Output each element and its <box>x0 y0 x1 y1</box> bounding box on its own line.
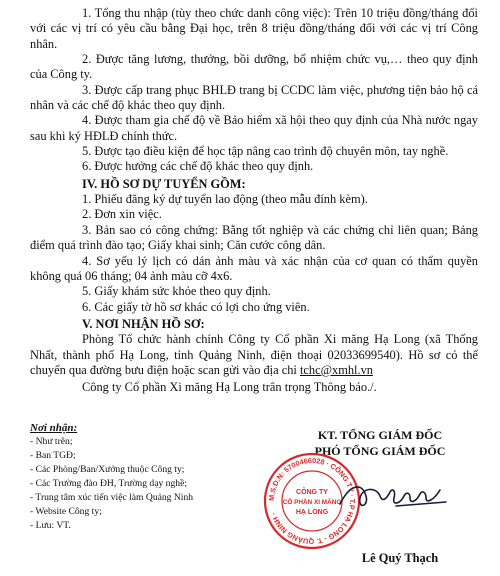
handwritten-signature <box>336 476 456 516</box>
svg-text:M.S.D.N: 5700466028 · CÔNG TY: M.S.D.N: 5700466028 · CÔNG TY · T.P HẠ LONG - T. QUẢNG NINH · <box>266 455 358 547</box>
benefit-6: 6. Được hưởng các chế độ khác theo quy định. <box>82 159 314 174</box>
benefit-4: 4. Được tham gia chế độ về Bảo hiểm xã hội theo quy định của Nhà nước ngay sau khi ký HĐLĐ chính thức. <box>30 113 478 143</box>
signature-line-2: PHÓ TỔNG GIÁM ĐỐC <box>314 444 446 458</box>
section-v-paragraph <box>30 332 478 378</box>
signature-line-1: KT. TỔNG GIÁM ĐỐC <box>317 428 443 442</box>
benefit-5: 5. Được tạo điều kiện để học tập nâng cao trình độ chuyên môn, tay nghề. <box>82 144 449 159</box>
recipients-title: Nơi nhận: <box>30 422 78 434</box>
recipient-item: - Trung tâm xúc tiến việc làm Quảng Ninh <box>30 492 194 503</box>
recipient-item: - Ban TGĐ; <box>30 450 76 461</box>
recipient-item: - Website Công ty; <box>30 506 102 517</box>
benefit-2: 2. Được tăng lương, thưởng, bồi dưỡng, bổ nhiệm chức vụ,… theo quy định của Công ty. <box>30 52 478 82</box>
closing-line: Công ty Cổ phần Xi măng Hạ Long trân trọng Thông báo./. <box>82 380 377 395</box>
svg-text:HẠ LONG: HẠ LONG <box>295 509 329 516</box>
recipient-item: - Lưu: VT. <box>30 520 71 531</box>
recipient-item: - Các Trường đào ĐH, Trường dạy nghề; <box>30 478 187 489</box>
signature-scribble-icon <box>336 476 456 516</box>
section-iv-item-4: 4. Sơ yếu lý lịch có dán ảnh màu và xác nhận của cơ quan có thẩm quyền không quá 06 tháng; 04 ảnh màu cỡ 4x6. <box>30 253 478 283</box>
section-iv-item-5: 5. Giấy khám sức khỏe theo quy định. <box>82 284 271 299</box>
section-v-heading: V. NƠI NHẬN HỒ SƠ: <box>82 316 205 331</box>
recipient-item: - Các Phòng/Ban/Xưởng thuộc Công ty; <box>30 464 185 475</box>
document-body <box>30 6 478 396</box>
section-iv-item-3: 3. Bản sao có công chứng: Bằng tốt nghiệp và các chứng chỉ liên quan; Bảng điểm quá trình đào tạo; Giấy khai sinh; Căn cước công dân. <box>30 222 478 253</box>
recipients-block <box>30 421 260 533</box>
section-v-text: Phòng Tổ chức hành chính Công ty Cổ phần Xi măng Hạ Long (xã Thống Nhất, thành phố Hạ Long, tỉnh Quảng Ninh, điện thoại 02033699540). Hồ sơ có thể chuyển qua đường bưu điện hoặc scan gửi vào địa chỉ <box>30 332 478 377</box>
section-iv-item-1: 1. Phiếu đăng ký dự tuyển lao động (theo mẫu đính kèm). <box>82 192 368 207</box>
signer-name: Lê Quý Thạch <box>361 551 439 565</box>
section-iv-item-2: 2. Đơn xin việc. <box>82 207 162 222</box>
svg-text:CỔ PHẦN XI MĂNG: CỔ PHẦN XI MĂNG <box>282 499 342 506</box>
benefit-1: 1. Tổng thu nhập (tùy theo chức danh công việc): Trên 10 triệu đồng/tháng đối với các vị trí có yêu cầu bằng Đại học, trên 8 triệu đồng/tháng đối với các vị trí Công nhân. <box>30 6 478 51</box>
section-iv-heading: IV. HỒ SƠ DỰ TUYỂN GỒM: <box>82 176 246 191</box>
svg-text:CÔNG TY: CÔNG TY <box>296 489 328 496</box>
email-link[interactable]: tchc@xmhl.vn <box>299 362 373 377</box>
section-iv-item-6: 6. Các giấy tờ hồ sơ khác có lợi cho ứng viên. <box>82 299 310 314</box>
recipient-item: - Như trên; <box>30 436 73 447</box>
benefit-3: 3. Được cấp trang phục BHLĐ trang bị CCDC làm việc, phương tiện bảo hộ cá nhân và các chế độ khác theo quy định. <box>30 82 478 113</box>
